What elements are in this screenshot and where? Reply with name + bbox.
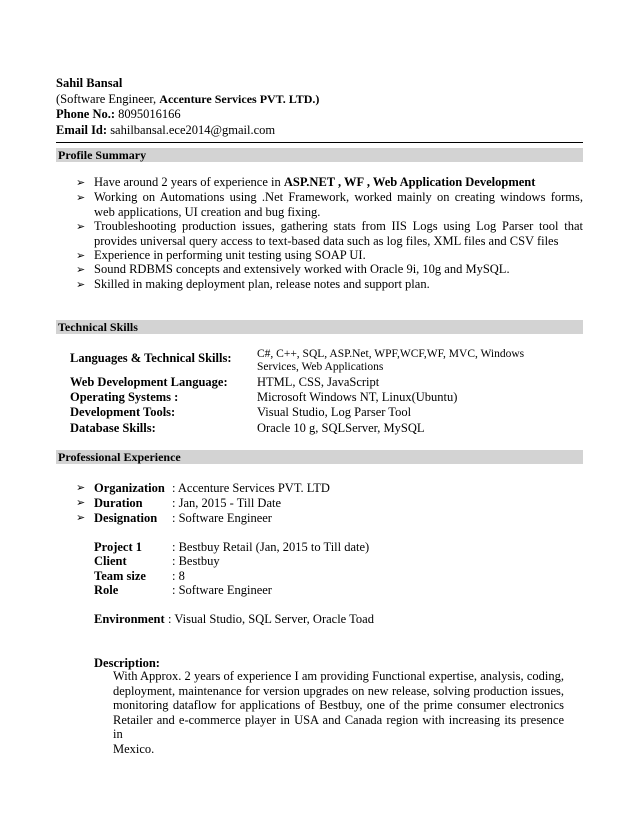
client-label: Client: [94, 554, 127, 568]
skills-label-tools: Development Tools:: [70, 405, 176, 419]
organization-label: Organization: [94, 481, 165, 495]
profile-summary-heading: Profile Summary: [56, 148, 583, 162]
designation-value: : Software Engineer: [172, 511, 272, 525]
team-size-value: : 8: [172, 569, 185, 583]
environment-value: : Visual Studio, SQL Server, Oracle Toad: [168, 612, 374, 626]
header-divider: [56, 142, 583, 143]
duration-label: Duration: [94, 496, 143, 510]
bullet-icon: ➢: [76, 482, 86, 494]
skills-value-web: HTML, CSS, JavaScript: [257, 375, 380, 389]
role-prefix: (Software Engineer,: [56, 92, 160, 106]
client-value: : Bestbuy: [172, 554, 220, 568]
role-company: Accenture Services PVT. LTD.): [159, 92, 320, 106]
description-line-2: deployment, maintenance for version upgrades on new release, solving production issues,: [113, 683, 564, 698]
skills-value-languages-line-1: C#, C++, SQL, ASP.Net, WPF,WCF,WF, MVC, Windows: [257, 348, 525, 360]
project-value: : Bestbuy Retail (Jan, 2015 to Till date): [172, 540, 370, 554]
profile-bullet-5: Sound RDBMS concepts and extensively worked with Oracle 9i, 10g and MySQL.: [94, 262, 510, 276]
designation-label: Designation: [94, 511, 158, 525]
candidate-role: [56, 91, 319, 107]
professional-experience-heading: Professional Experience: [56, 450, 583, 464]
description-line-1: With Approx. 2 years of experience I am providing Functional expertise, analysis, coding,: [113, 669, 564, 683]
email-label: Email Id:: [56, 123, 108, 137]
bullet-icon: ➢: [76, 497, 86, 509]
bullet-icon: ➢: [76, 279, 86, 291]
profile-bullet-3-line-1: Troubleshooting production issues, gathering stats from IIS Logs using Log Parser tool that: [94, 219, 583, 233]
phone-line: [56, 106, 181, 122]
organization-value: : Accenture Services PVT. LTD: [172, 481, 330, 495]
profile-bullet-4: Experience in performing unit testing using SOAP UI.: [94, 248, 366, 262]
description-label: Description:: [94, 656, 160, 670]
bullet-icon: ➢: [76, 512, 86, 524]
skills-value-os: Microsoft Windows NT, Linux(Ubuntu): [257, 390, 458, 404]
phone-value: 8095016166: [115, 107, 181, 121]
bullet-icon: ➢: [76, 192, 86, 204]
email-value: sahilbansal.ece2014@gmail.com: [107, 123, 276, 137]
duration-value: : Jan, 2015 - Till Date: [172, 496, 282, 510]
profile-bullet-3: [94, 219, 583, 248]
role-label: Role: [94, 583, 119, 597]
project-label: Project 1: [94, 540, 143, 554]
skills-value-languages-line-2: Services, Web Applications: [257, 361, 384, 373]
environment-label: Environment: [94, 612, 165, 626]
candidate-name: Sahil Bansal: [56, 76, 123, 90]
skills-label-languages: Languages & Technical Skills:: [70, 351, 232, 365]
bullet-icon: ➢: [76, 177, 86, 189]
skills-value-database: Oracle 10 g, SQLServer, MySQL: [257, 421, 425, 435]
profile-bullet-2-line-1: Working on Automations using .Net Framework, worked mainly on creating windows forms,: [94, 190, 583, 204]
skills-value-languages: [257, 348, 524, 374]
skills-value-tools: Visual Studio, Log Parser Tool: [257, 405, 412, 419]
bullet-icon: ➢: [76, 221, 86, 233]
team-size-label: Team size: [94, 569, 146, 583]
profile-bullet-2-line-2: web applications, UI creation and bug fixing.: [94, 204, 321, 219]
profile-bullet-6: Skilled in making deployment plan, release notes and support plan.: [94, 277, 430, 291]
profile-bullet-2: [94, 190, 583, 219]
description-text: [113, 669, 564, 757]
profile-bullet-1-bold: ASP.NET , WF , Web Application Development: [283, 175, 536, 189]
description-line-3: monitoring dataflow for applications of Bestbuy, one of the prime consumer electronics: [113, 698, 564, 713]
profile-bullet-1: [94, 175, 535, 190]
phone-label: Phone No.:: [56, 107, 116, 121]
description-line-5: Mexico.: [113, 741, 155, 756]
email-line: [56, 122, 275, 138]
profile-bullet-3-line-2: provides universal query access to text-based data such as log files, XML files and CSV files: [94, 233, 559, 248]
skills-label-database: Database Skills:: [70, 421, 156, 435]
skills-label-web: Web Development Language:: [70, 375, 228, 389]
bullet-icon: ➢: [76, 264, 86, 276]
description-line-4: Retailer and e-commerce player in USA and Canada region with increasing its presence in: [113, 712, 564, 742]
profile-bullet-1-text: Have around 2 years of experience in: [94, 175, 284, 189]
role-value: : Software Engineer: [172, 583, 272, 597]
skills-label-os: Operating Systems :: [70, 390, 179, 404]
bullet-icon: ➢: [76, 250, 86, 262]
technical-skills-heading: Technical Skills: [56, 320, 583, 334]
